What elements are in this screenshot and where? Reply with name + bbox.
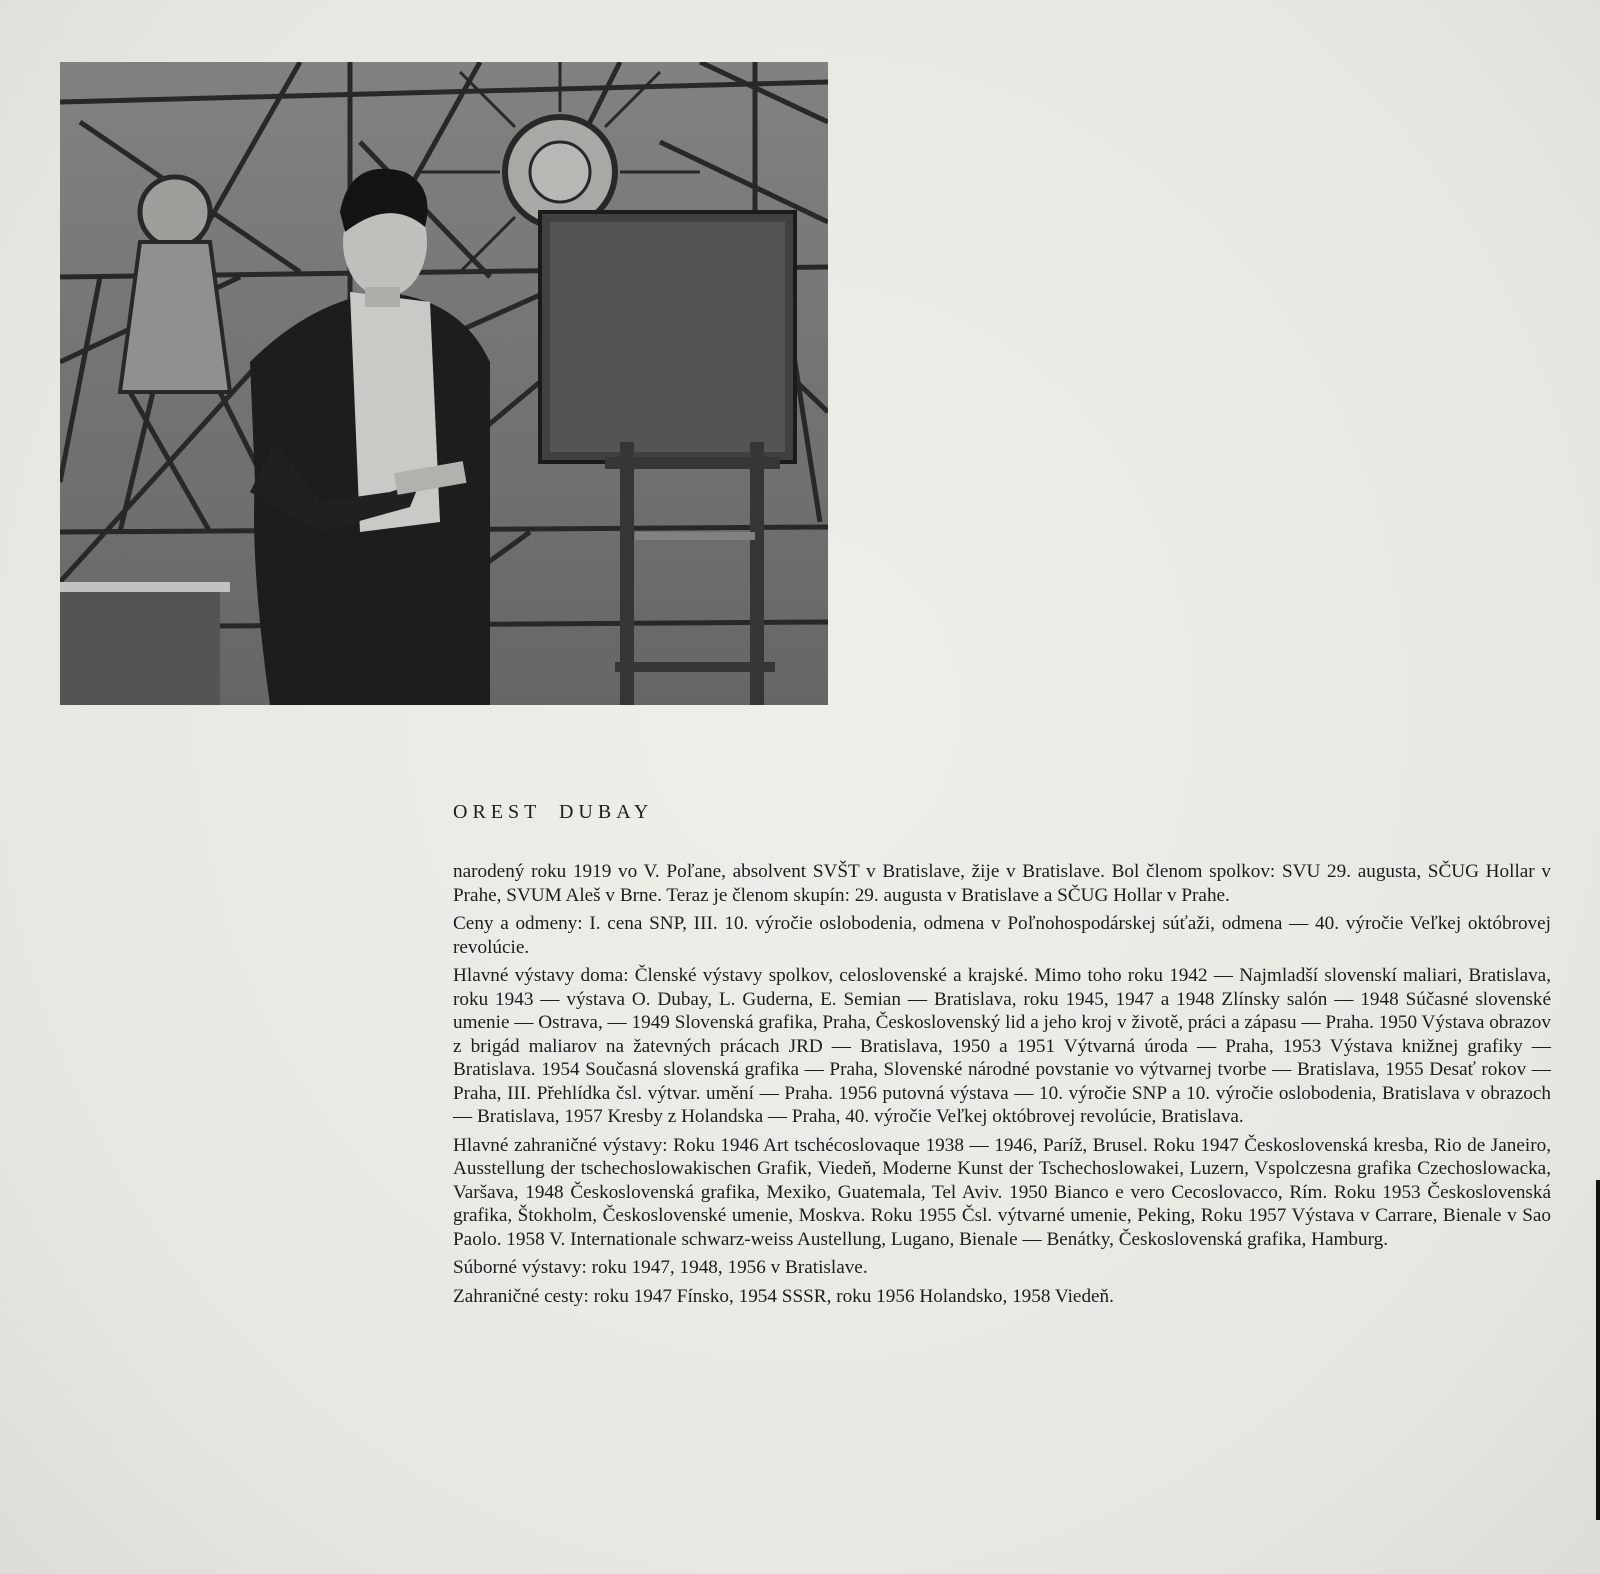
artist-biography bbox=[453, 860, 1551, 1313]
bio-paragraph-awards: Ceny a odmeny: I. cena SNP, III. 10. výročie oslobodenia, odmena v Poľnohospodárskej súťaži, odmena — 40. výročie Veľkej októbrovej revolúcie. bbox=[453, 913, 1551, 958]
artist-portrait-photo bbox=[60, 62, 828, 705]
bio-paragraph-foreign-exhibitions: Hlavné zahraničné výstavy: Roku 1946 Art tschécoslovaque 1938 — 1946, Paríž, Brusel. Roku 1947 Československá kresba, Rio de Janeiro, Ausstellung der tschechoslowakischen Grafik, Viedeň, Moderne Kunst der Tschechoslowakei, Luzern, Vspolczesna grafika Czechoslowacka, Varšava, 1948 Československá grafika, Mexiko, Guatemala, Tel Aviv. 1950 Bianco e vero Cecoslovacco, Rím. Roku 1953 Československá grafika, Štokholm, Československé umenie, Moskva. Roku 1955 Čsl. výtvarné umenie, Peking, Roku 1957 Výstava v Carrare, Bienale v Sao Paolo. 1958 V. Internationale schwarz-weiss Austellung, Lugano, Bienale — Benátky, Československá grafika, Hamburg. bbox=[453, 1134, 1551, 1250]
photo-grain bbox=[60, 62, 828, 705]
page-edge-shadow bbox=[1596, 1180, 1600, 1520]
bio-paragraph-solo-exhibitions: Súborné výstavy: roku 1947, 1948, 1956 v Bratislave. bbox=[453, 1257, 868, 1278]
bio-paragraph-birth: narodený roku 1919 vo V. Poľane, absolvent SVŠT v Bratislave, žije v Bratislave. Bol členom spolkov: SVU 29. augusta, SČUG Hollar v Prahe, SVUM Aleš v Brne. Teraz je členom skupín: 29. augusta v Bratislave a SČUG Hollar v Prahe. bbox=[453, 861, 1551, 906]
photo-illustration bbox=[60, 62, 828, 705]
bio-paragraph-travels: Zahraničné cesty: roku 1947 Fínsko, 1954 SSSR, roku 1956 Holandsko, 1958 Viedeň. bbox=[453, 1285, 1114, 1307]
bio-paragraph-domestic-exhibitions: Hlavné výstavy doma: Členské výstavy spolkov, celoslovenské a krajské. Mimo toho roku 1942 — Najmladší slovenskí maliari, Bratislava, roku 1943 — výstava O. Dubay, L. Guderna, E. Semian — Bratislava, roku 1945, 1947 a 1948 Zlínsky salón — 1948 Súčasné slovenské umenie — Ostrava, — 1949 Slovenská grafika, Praha, Československý lid a jeho kroj v životě, práci a zápasu — Praha. 1950 Výstava obrazov z brigád maliarov na žatevných prácach JRD — Bratislava, 1950 a 1951 Výtvarná úroda — Praha, 1953 Výstava knižnej grafiky — Bratislava. 1954 Současná slovenská grafika — Praha, Slovenské národné povstanie vo výtvarnej tvorbe — Bratislava, 1955 Desať rokov — Praha, III. Přehlídka čsl. výtvar. umění — Praha. 1956 putovná výstava — 10. výročie SNP a 10. výročie oslobodenia, Bratislava v obrazoch — Bratislava, 1957 Kresby z Holandska — Praha, 40. výročie Veľkej októbrovej revolúcie, Bratislava. bbox=[453, 965, 1551, 1127]
artist-name-heading: OREST DUBAY bbox=[453, 801, 654, 823]
